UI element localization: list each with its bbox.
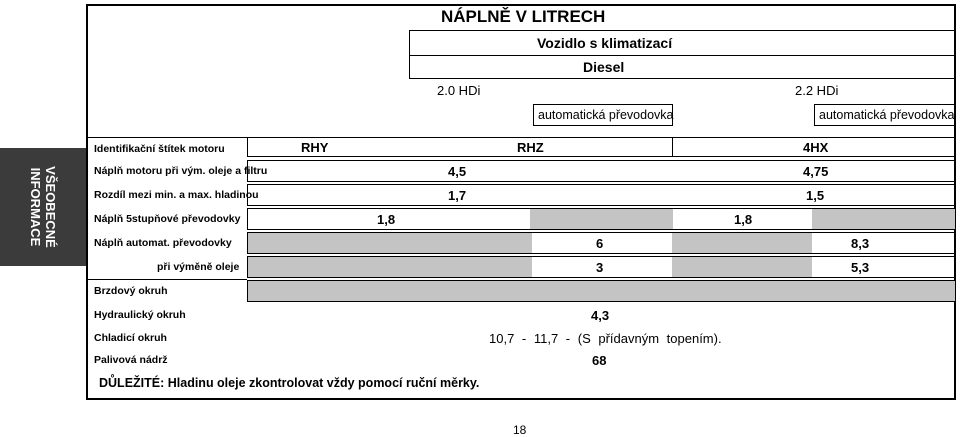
header-engine-1: 2.0 HDi <box>437 83 481 98</box>
cooling-value: 10,7 - 11,7 - (S přídavným topením). <box>489 331 722 346</box>
page-number: 18 <box>513 423 527 437</box>
gearbox-box-1 <box>533 104 673 126</box>
gearbox-label-2: automatická převodovka <box>819 108 955 122</box>
label-gearbox-5: Náplň 5stupňové převodovky <box>94 213 241 225</box>
min-max-box <box>247 184 956 206</box>
label-cooling: Chladicí okruh <box>94 332 167 344</box>
greyed-cell <box>672 257 812 277</box>
important-note: DŮLEŽITÉ: Hladinu oleje zkontrolovat vždy pomocí ruční měrky. <box>99 376 480 390</box>
auto-gearbox-value-1: 6 <box>596 236 604 251</box>
auto-gearbox-value-2: 8,3 <box>851 236 870 251</box>
greyed-cell <box>248 281 955 301</box>
gearbox-5-value-1: 1,8 <box>377 212 396 227</box>
divider <box>86 279 247 280</box>
label-min-max: Rozdíl mezi min. a max. hladinou <box>94 189 259 201</box>
code-rhy: RHY <box>301 140 329 155</box>
header-ac: Vozidlo s klimatizací <box>537 35 673 51</box>
label-engine-id: Identifikační štítek motoru <box>94 143 225 155</box>
side-tab-line1: VŠEOBECNÉ <box>43 166 58 248</box>
gearbox-box-2 <box>814 104 956 126</box>
label-fuel-tank: Palivová nádrž <box>94 354 168 366</box>
hydraulic-value: 4,3 <box>591 308 610 323</box>
min-max-value-2: 1,5 <box>806 188 825 203</box>
gearbox-5-value-2: 1,8 <box>734 212 753 227</box>
header-fuel: Diesel <box>583 59 625 75</box>
page-title: NÁPLNĚ V LITRECH <box>441 7 606 26</box>
oil-change-value-2: 5,3 <box>851 260 870 275</box>
label-brake: Brzdový okruh <box>94 285 168 297</box>
greyed-cell <box>248 257 532 277</box>
oil-change-value-1: 3 <box>596 260 604 275</box>
divider <box>409 78 956 79</box>
gearbox-label-1: automatická převodovka <box>538 108 674 122</box>
greyed-cell <box>812 209 955 229</box>
greyed-cell <box>530 209 673 229</box>
oil-filter-value-2: 4,75 <box>803 164 829 179</box>
engine-code-box <box>247 137 956 157</box>
code-4hx: 4HX <box>803 140 829 155</box>
code-rhz: RHZ <box>517 140 544 155</box>
header-engine-2: 2.2 HDi <box>795 83 839 98</box>
oil-filter-value-1: 4,5 <box>448 164 467 179</box>
label-oil-change: při výměně oleje <box>157 261 240 273</box>
side-tab-label <box>28 166 58 248</box>
greyed-cell <box>248 233 532 253</box>
divider <box>672 137 673 157</box>
fuel-tank-value: 68 <box>592 353 607 368</box>
label-hydraulic: Hydraulický okruh <box>94 309 186 321</box>
side-tab-line2: INFORMACE <box>28 167 43 247</box>
label-oil-filter: Náplň motoru při vým. oleje a filtru <box>94 165 268 177</box>
divider <box>409 30 956 31</box>
greyed-cell <box>672 233 812 253</box>
divider <box>409 30 410 78</box>
oil-filter-box <box>247 160 956 182</box>
label-auto-gearbox: Náplň automat. převodovky <box>94 237 232 249</box>
min-max-value-1: 1,7 <box>448 188 467 203</box>
divider <box>409 55 956 56</box>
